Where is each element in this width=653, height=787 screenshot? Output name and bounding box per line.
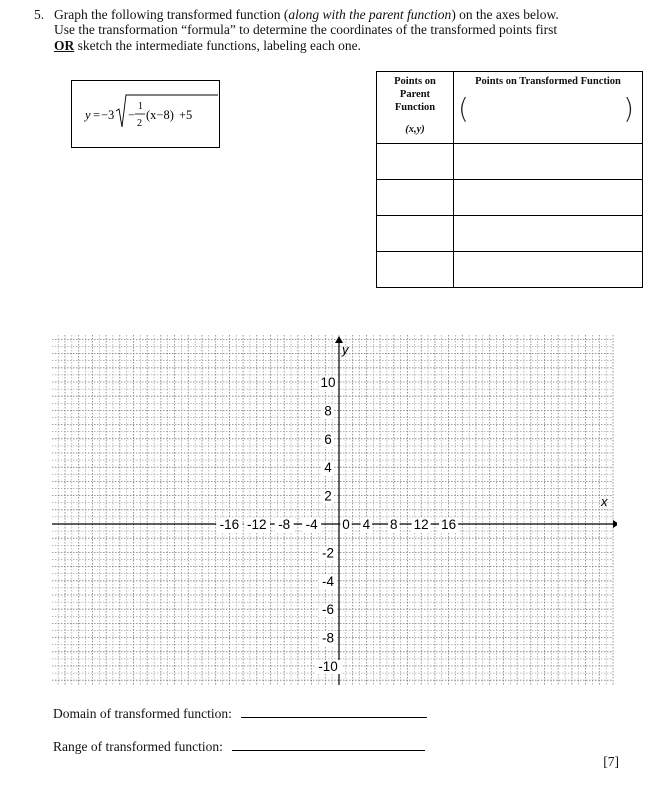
marks-label: [7] (603, 754, 619, 769)
eq-plus5: +5 (179, 108, 193, 122)
question-line-3: OR sketch the intermediate functions, labeling each one. (54, 38, 362, 53)
question-number: 5. (34, 7, 45, 22)
range-answer-line[interactable] (232, 738, 425, 751)
x-tick-label: 0 (342, 517, 350, 532)
transformed-point-cell-1[interactable] (454, 144, 643, 180)
transformed-point-cell-2[interactable] (454, 180, 643, 216)
domain-label: Domain of transformed function: (53, 706, 232, 721)
parent-point-cell-3[interactable] (377, 216, 454, 252)
x-tick-label: 16 (441, 517, 457, 532)
eq-numerator: 1 (138, 101, 143, 112)
y-tick-label: -2 (321, 545, 335, 561)
y-tick-label: -8 (321, 630, 335, 646)
equation-formula (72, 81, 221, 149)
x-tick-label: -8 (278, 517, 291, 532)
eq-denominator: 2 (137, 118, 142, 129)
y-tick-label: 4 (324, 460, 332, 476)
header-parent-points: Points on Parent Function (x,y) (377, 72, 454, 144)
eq-equals: = (93, 108, 101, 122)
range-label: Range of transformed function: (53, 739, 223, 754)
question-line-1: Graph the following transformed function (along with the parent function) on the axes below. (54, 7, 559, 22)
range-row (53, 738, 425, 755)
y-tick-label: -6 (321, 602, 335, 618)
x-tick-label: -16 (219, 517, 240, 532)
eq-y: y (85, 108, 91, 122)
header-transformed-points: Points on Transformed Function ( ) (454, 72, 643, 144)
y-tick-label: 2 (324, 488, 332, 504)
y-tick-label: 8 (324, 403, 332, 419)
x-axis (52, 494, 617, 528)
x-tick-label: 8 (390, 517, 398, 532)
eq-minus: − (128, 108, 136, 122)
x-tick-label: -4 (305, 517, 318, 532)
open-paren: ( (458, 92, 469, 125)
question-line-2: Use the transformation “formula” to determine the coordinates of the transformed points first (54, 22, 558, 37)
y-tick-label: 10 (320, 375, 336, 390)
y-tick-label: 6 (324, 431, 332, 447)
points-table (376, 71, 643, 288)
y-tick-label: -4 (321, 573, 335, 589)
domain-answer-line[interactable] (241, 705, 427, 718)
x-tick-label: 4 (362, 517, 371, 532)
coordinate-grid[interactable] (52, 335, 617, 686)
parent-point-cell-4[interactable] (377, 252, 454, 288)
transformed-point-cell-3[interactable] (454, 216, 643, 252)
eq-inner: (x−8) (146, 108, 174, 122)
x-axis-label: x (601, 494, 608, 509)
y-tick-label: -10 (318, 659, 338, 674)
transformed-point-cell-4[interactable] (454, 252, 643, 288)
x-axis-arrow (613, 520, 617, 528)
parent-point-cell-2[interactable] (377, 180, 454, 216)
y-axis-label: y (342, 342, 349, 357)
x-tick-label: 12 (413, 517, 429, 532)
domain-row (53, 705, 427, 722)
eq-minus3: −3 (101, 108, 115, 122)
x-tick-label: -12 (247, 517, 267, 532)
parent-point-cell-1[interactable] (377, 144, 454, 180)
close-paren: ) (623, 92, 634, 125)
equation-box (71, 80, 220, 148)
